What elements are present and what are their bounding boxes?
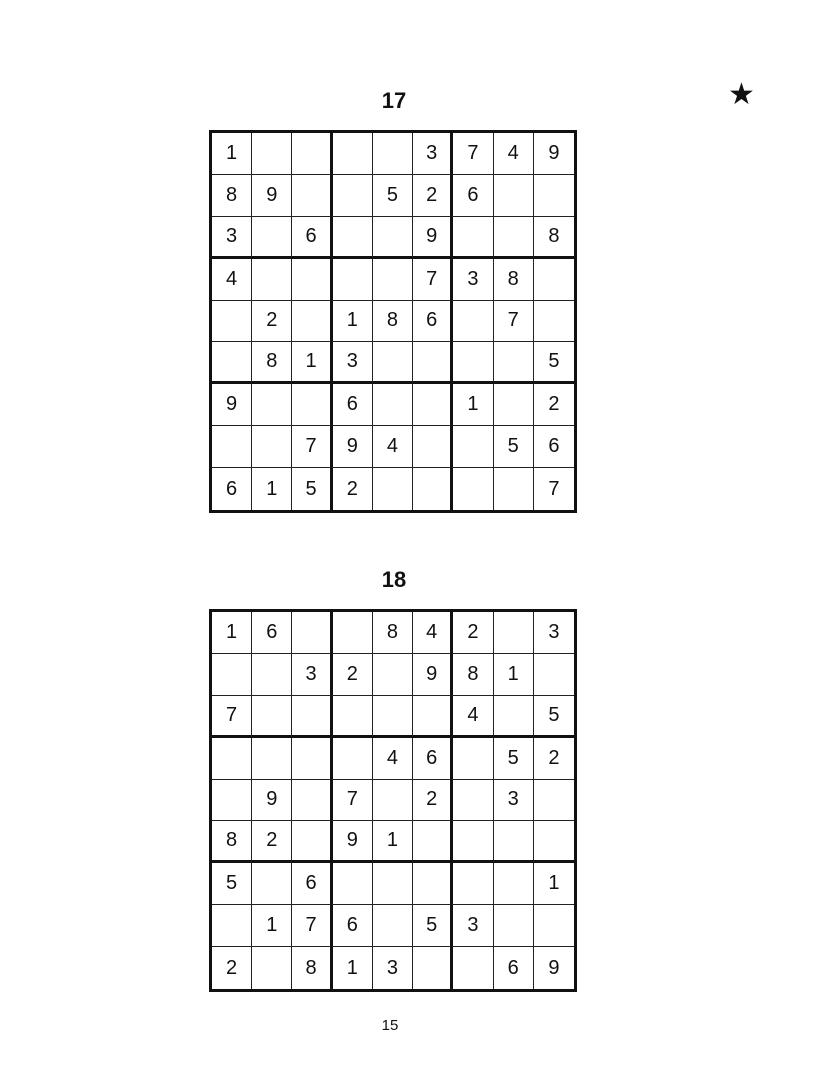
sudoku-cell[interactable]	[333, 863, 373, 905]
sudoku-cell[interactable]: 5	[212, 863, 252, 905]
sudoku-cell[interactable]: 6	[292, 863, 332, 905]
sudoku-cell[interactable]	[453, 863, 493, 905]
sudoku-cell[interactable]	[453, 821, 493, 863]
sudoku-cell[interactable]: 3	[453, 905, 493, 947]
sudoku-cell[interactable]: 8	[212, 821, 252, 863]
sudoku-cell[interactable]: 9	[252, 780, 292, 822]
sudoku-cell[interactable]: 9	[413, 217, 453, 259]
sudoku-cell[interactable]: 1	[212, 612, 252, 654]
sudoku-cell[interactable]	[252, 738, 292, 780]
sudoku-cell[interactable]: 2	[252, 301, 292, 343]
sudoku-cell[interactable]	[413, 468, 453, 510]
sudoku-cell[interactable]	[333, 133, 373, 175]
sudoku-cell[interactable]	[252, 384, 292, 426]
sudoku-cell[interactable]: 2	[212, 947, 252, 989]
sudoku-cell[interactable]: 3	[292, 654, 332, 696]
sudoku-cell[interactable]	[534, 905, 574, 947]
sudoku-cell[interactable]	[494, 905, 534, 947]
sudoku-cell[interactable]	[534, 175, 574, 217]
sudoku-cell[interactable]	[494, 175, 534, 217]
sudoku-cell[interactable]	[333, 738, 373, 780]
sudoku-cell[interactable]: 9	[548, 956, 560, 979]
sudoku-cell[interactable]: 1	[333, 301, 373, 343]
sudoku-cell[interactable]	[413, 863, 453, 905]
sudoku-cell[interactable]	[373, 780, 413, 822]
sudoku-cell[interactable]	[453, 301, 493, 343]
sudoku-cell[interactable]	[373, 468, 413, 510]
sudoku-cell[interactable]: 7	[292, 905, 332, 947]
sudoku-cell[interactable]	[534, 259, 574, 301]
sudoku-cell[interactable]	[212, 301, 252, 343]
sudoku-cell[interactable]: 6	[333, 384, 373, 426]
sudoku-cell[interactable]	[494, 696, 534, 738]
sudoku-cell[interactable]	[494, 612, 534, 654]
sudoku-cell[interactable]: 6	[413, 738, 453, 780]
sudoku-cell[interactable]: 6	[534, 426, 574, 468]
sudoku-cell[interactable]: 8	[534, 217, 574, 259]
sudoku-cell[interactable]	[292, 384, 332, 426]
sudoku-cell[interactable]: 7	[413, 259, 453, 301]
sudoku-cell[interactable]	[292, 133, 332, 175]
sudoku-cell[interactable]: 4	[373, 738, 413, 780]
sudoku-cell[interactable]: 2	[534, 384, 574, 426]
sudoku-cell[interactable]: 1	[534, 863, 574, 905]
sudoku-cell[interactable]: 5	[494, 738, 534, 780]
sudoku-cell[interactable]: 3	[333, 342, 373, 384]
sudoku-cell[interactable]	[373, 259, 413, 301]
sudoku-cell[interactable]	[453, 217, 493, 259]
sudoku-cell[interactable]	[333, 175, 373, 217]
sudoku-cell[interactable]	[292, 612, 332, 654]
sudoku-cell[interactable]: 5	[494, 426, 534, 468]
sudoku-cell[interactable]	[333, 612, 373, 654]
sudoku-cell[interactable]	[252, 947, 292, 989]
sudoku-cell[interactable]	[212, 342, 252, 384]
sudoku-cell[interactable]	[252, 133, 292, 175]
sudoku-cell[interactable]	[494, 468, 534, 510]
sudoku-cell[interactable]: 7	[548, 477, 560, 500]
sudoku-cell[interactable]	[534, 821, 574, 863]
puzzle-18-title: 18	[381, 567, 407, 592]
sudoku-cell[interactable]: 2	[333, 654, 373, 696]
sudoku-cell[interactable]	[453, 426, 493, 468]
sudoku-cell[interactable]: 9	[333, 821, 373, 863]
sudoku-cell[interactable]: 6	[453, 175, 493, 217]
sudoku-grid-17	[209, 130, 577, 513]
sudoku-cell[interactable]: 7	[494, 301, 534, 343]
sudoku-cell[interactable]: 6	[413, 301, 453, 343]
sudoku-cell[interactable]	[212, 780, 252, 822]
sudoku-cell[interactable]	[494, 342, 534, 384]
sudoku-cell[interactable]: 5	[292, 468, 332, 510]
sudoku-cell[interactable]: 7	[292, 426, 332, 468]
sudoku-cell[interactable]	[252, 217, 292, 259]
sudoku-cell[interactable]: 9	[413, 654, 453, 696]
sudoku-cell[interactable]: 4	[453, 696, 493, 738]
sudoku-cell[interactable]	[212, 654, 252, 696]
sudoku-cell[interactable]: 4	[494, 133, 534, 175]
sudoku-cell[interactable]: 6	[252, 612, 292, 654]
sudoku-cell[interactable]: 9	[534, 133, 574, 175]
sudoku-cell[interactable]	[292, 301, 332, 343]
sudoku-cell[interactable]: 8	[373, 612, 413, 654]
sudoku-cell[interactable]: 3	[373, 947, 413, 989]
sudoku-cell[interactable]: 5	[534, 342, 574, 384]
sudoku-cell[interactable]: 3	[212, 217, 252, 259]
sudoku-cell[interactable]: 1	[333, 947, 373, 989]
sudoku-cell[interactable]: 1	[252, 468, 292, 510]
sudoku-cell[interactable]	[212, 738, 252, 780]
sudoku-cell[interactable]	[373, 654, 413, 696]
sudoku-cell[interactable]	[252, 654, 292, 696]
sudoku-cell[interactable]	[292, 259, 332, 301]
sudoku-cell[interactable]	[212, 426, 252, 468]
sudoku-cell[interactable]: 4	[212, 259, 252, 301]
sudoku-cell[interactable]: 2	[534, 738, 574, 780]
sudoku-cell[interactable]: 6	[333, 905, 373, 947]
sudoku-cell[interactable]: 1	[373, 821, 413, 863]
star-icon: ★	[728, 78, 755, 111]
sudoku-cell[interactable]	[292, 738, 332, 780]
sudoku-cell[interactable]: 3	[453, 259, 493, 301]
sudoku-cell[interactable]	[453, 780, 493, 822]
sudoku-cell[interactable]	[494, 384, 534, 426]
sudoku-cell[interactable]	[413, 696, 453, 738]
sudoku-cell[interactable]	[534, 780, 574, 822]
sudoku-cell[interactable]	[413, 426, 453, 468]
sudoku-cell[interactable]	[373, 905, 413, 947]
sudoku-cell[interactable]: 8	[252, 342, 292, 384]
sudoku-cell[interactable]	[494, 821, 534, 863]
sudoku-cell[interactable]	[453, 468, 493, 510]
sudoku-cell[interactable]: 1	[453, 384, 493, 426]
sudoku-cell[interactable]	[333, 696, 373, 738]
sudoku-cell[interactable]: 8	[373, 301, 413, 343]
puzzle-17-title: 17	[381, 88, 407, 113]
sudoku-cell[interactable]	[534, 654, 574, 696]
sudoku-cell[interactable]: 4	[413, 612, 453, 654]
sudoku-cell[interactable]: 3	[534, 612, 574, 654]
sudoku-cell[interactable]: 3	[494, 780, 534, 822]
sudoku-cell[interactable]: 1	[252, 905, 292, 947]
sudoku-cell[interactable]	[373, 384, 413, 426]
sudoku-cell[interactable]: 8	[494, 259, 534, 301]
sudoku-cell[interactable]: 6	[212, 468, 252, 510]
sudoku-cell[interactable]	[453, 947, 493, 989]
sudoku-cell[interactable]	[413, 821, 453, 863]
sudoku-cell[interactable]	[333, 217, 373, 259]
page-number: 15	[381, 1017, 399, 1034]
sudoku-cell[interactable]: 8	[212, 175, 252, 217]
sudoku-cell[interactable]	[292, 175, 332, 217]
sudoku-cell[interactable]: 2	[413, 175, 453, 217]
sudoku-cell[interactable]	[373, 696, 413, 738]
sudoku-cell[interactable]	[453, 342, 493, 384]
sudoku-cell[interactable]: 1	[494, 654, 534, 696]
sudoku-cell[interactable]	[373, 863, 413, 905]
sudoku-cell[interactable]	[252, 863, 292, 905]
sudoku-cell[interactable]: 2	[333, 468, 373, 510]
sudoku-cell[interactable]	[373, 133, 413, 175]
sudoku-grid-18	[209, 609, 577, 992]
sudoku-cell[interactable]: 2	[453, 612, 493, 654]
sudoku-cell[interactable]: 5	[413, 905, 453, 947]
sudoku-cell[interactable]	[413, 342, 453, 384]
sudoku-cell[interactable]	[292, 821, 332, 863]
sudoku-cell[interactable]	[292, 780, 332, 822]
sudoku-cell[interactable]: 2	[252, 821, 292, 863]
sudoku-cell[interactable]	[453, 738, 493, 780]
sudoku-cell[interactable]	[333, 259, 373, 301]
sudoku-cell[interactable]	[494, 217, 534, 259]
sudoku-cell[interactable]: 7	[212, 696, 252, 738]
sudoku-cell[interactable]	[292, 696, 332, 738]
sudoku-cell[interactable]: 9	[252, 175, 292, 217]
sudoku-cell[interactable]	[212, 905, 252, 947]
sudoku-cell[interactable]	[494, 863, 534, 905]
sudoku-cell[interactable]	[252, 259, 292, 301]
sudoku-cell[interactable]	[252, 696, 292, 738]
sudoku-cell[interactable]	[534, 301, 574, 343]
sudoku-cell[interactable]: 8	[292, 947, 332, 989]
sudoku-cell[interactable]: 8	[453, 654, 493, 696]
sudoku-cell[interactable]: 9	[212, 384, 252, 426]
sudoku-cell[interactable]: 7	[453, 133, 493, 175]
sudoku-cell[interactable]: 2	[413, 780, 453, 822]
sudoku-cell[interactable]: 3	[413, 133, 453, 175]
sudoku-cell[interactable]: 5	[373, 175, 413, 217]
sudoku-cell[interactable]: 6	[494, 947, 534, 989]
sudoku-cell[interactable]: 1	[292, 342, 332, 384]
sudoku-cell[interactable]	[413, 384, 453, 426]
sudoku-cell[interactable]: 9	[333, 426, 373, 468]
sudoku-cell[interactable]	[373, 342, 413, 384]
sudoku-cell[interactable]: 5	[534, 696, 574, 738]
sudoku-cell[interactable]	[413, 947, 453, 989]
sudoku-cell[interactable]: 7	[333, 780, 373, 822]
sudoku-cell[interactable]: 4	[373, 426, 413, 468]
sudoku-cell[interactable]: 6	[292, 217, 332, 259]
sudoku-cell[interactable]: 1	[212, 133, 252, 175]
sudoku-cell[interactable]	[252, 426, 292, 468]
sudoku-cell[interactable]	[373, 217, 413, 259]
